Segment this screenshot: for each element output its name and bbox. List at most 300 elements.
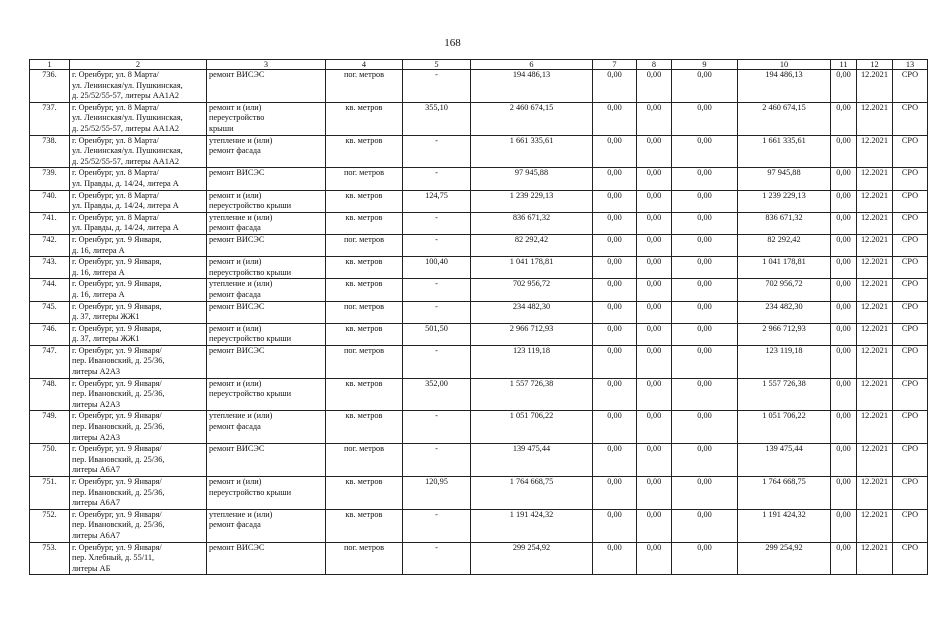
- work-type-cell: [207, 542, 326, 575]
- address-line: ул. Ленинская/ул. Пушкинская,: [72, 80, 183, 90]
- funding-source-cell: СРО: [893, 70, 928, 103]
- unit-cell: пог. метров: [326, 234, 403, 256]
- deadline-cell: 12.2021: [857, 212, 893, 234]
- address-line: г. Оренбург, ул. 9 Января,: [72, 234, 162, 244]
- work-type-line: ремонт ВИСЭС: [209, 444, 265, 454]
- work-type-line: ремонт фасада: [209, 422, 261, 432]
- address-line: г. Оренбург, ул. 8 Марта/: [72, 212, 159, 222]
- table-row: [30, 444, 928, 477]
- cost-col8-cell: 0,00: [637, 411, 672, 444]
- quantity-cell: -: [403, 279, 471, 301]
- page-number: 168: [444, 37, 461, 49]
- cost-col9-cell: 0,00: [672, 509, 738, 542]
- address-cell: [70, 477, 207, 510]
- cost-col10-cell: 82 292,42: [738, 234, 831, 256]
- column-number-cell: 10: [738, 60, 831, 70]
- quantity-cell: -: [403, 345, 471, 378]
- column-number-row: [30, 60, 928, 70]
- address-line: ул. Правды, д. 14/24, литера А: [72, 178, 179, 188]
- total-cost-cell: 1 557 726,38: [471, 378, 593, 411]
- funding-source-cell: СРО: [893, 102, 928, 135]
- address-cell: [70, 411, 207, 444]
- address-line: г. Оренбург, ул. 9 Января,: [72, 279, 162, 289]
- cost-col11-cell: 0,00: [831, 102, 857, 135]
- address-line: г. Оренбург, ул. 9 Января/: [72, 542, 162, 552]
- work-type-line: утепление и (или): [209, 509, 273, 519]
- table-row: [30, 301, 928, 323]
- cost-col11-cell: 0,00: [831, 411, 857, 444]
- deadline-cell: 12.2021: [857, 542, 893, 575]
- cost-col7-cell: 0,00: [593, 190, 637, 212]
- quantity-cell: -: [403, 234, 471, 256]
- work-type-line: переустройство: [209, 113, 265, 123]
- cost-col7-cell: 0,00: [593, 444, 637, 477]
- quantity-cell: 501,50: [403, 323, 471, 345]
- cost-col10-cell: 836 671,32: [738, 212, 831, 234]
- address-cell: [70, 378, 207, 411]
- unit-cell: пог. метров: [326, 168, 403, 190]
- total-cost-cell: 1 239 229,13: [471, 190, 593, 212]
- address-line: пер. Ивановский, д. 25/36,: [72, 520, 165, 530]
- address-line: д. 25/52/55-57, литеры АА1А2: [72, 156, 180, 166]
- table-row: [30, 323, 928, 345]
- total-cost-cell: 123 119,18: [471, 345, 593, 378]
- cost-col8-cell: 0,00: [637, 345, 672, 378]
- cost-col7-cell: 0,00: [593, 301, 637, 323]
- cost-col11-cell: 0,00: [831, 477, 857, 510]
- total-cost-cell: 702 956,72: [471, 279, 593, 301]
- cost-col8-cell: 0,00: [637, 301, 672, 323]
- work-type-line: ремонт фасада: [209, 223, 261, 233]
- funding-source-cell: СРО: [893, 378, 928, 411]
- quantity-cell: -: [403, 444, 471, 477]
- work-type-line: ремонт фасада: [209, 146, 261, 156]
- cost-col7-cell: 0,00: [593, 234, 637, 256]
- table-row: [30, 477, 928, 510]
- address-line: д. 37, литеры ЖЖ1: [72, 312, 140, 322]
- work-type-line: переустройство крыши: [209, 267, 292, 277]
- quantity-cell: -: [403, 301, 471, 323]
- work-type-cell: [207, 444, 326, 477]
- unit-cell: пог. метров: [326, 301, 403, 323]
- cost-col11-cell: 0,00: [831, 301, 857, 323]
- work-type-line: ремонт ВИСЭС: [209, 70, 265, 79]
- address-line: литеры А2А3: [72, 432, 120, 442]
- table-row: [30, 411, 928, 444]
- address-line: литеры А2А3: [72, 399, 120, 409]
- unit-cell: кв. метров: [326, 378, 403, 411]
- row-number-cell: 739.: [30, 168, 70, 190]
- cost-col8-cell: 0,00: [637, 168, 672, 190]
- cost-col7-cell: 0,00: [593, 378, 637, 411]
- address-line: г. Оренбург, ул. 8 Марта/: [72, 135, 159, 145]
- cost-col7-cell: 0,00: [593, 168, 637, 190]
- quantity-cell: 100,40: [403, 257, 471, 279]
- work-type-line: утепление и (или): [209, 212, 273, 222]
- address-cell: [70, 168, 207, 190]
- cost-col9-cell: 0,00: [672, 257, 738, 279]
- work-type-line: ремонт и (или): [209, 477, 262, 487]
- unit-cell: кв. метров: [326, 411, 403, 444]
- cost-col8-cell: 0,00: [637, 190, 672, 212]
- total-cost-cell: 2 966 712,93: [471, 323, 593, 345]
- cost-col9-cell: 0,00: [672, 190, 738, 212]
- work-type-cell: [207, 477, 326, 510]
- cost-col10-cell: 139 475,44: [738, 444, 831, 477]
- work-type-cell: [207, 212, 326, 234]
- address-cell: [70, 190, 207, 212]
- total-cost-cell: 2 460 674,15: [471, 102, 593, 135]
- address-line: д. 25/52/55-57, литеры АА1А2: [72, 91, 180, 101]
- work-type-cell: [207, 190, 326, 212]
- cost-col10-cell: 234 482,30: [738, 301, 831, 323]
- column-number-cell: 5: [403, 60, 471, 70]
- row-number-cell: 740.: [30, 190, 70, 212]
- unit-cell: кв. метров: [326, 212, 403, 234]
- cost-col9-cell: 0,00: [672, 301, 738, 323]
- work-type-cell: [207, 279, 326, 301]
- column-number-cell: 2: [70, 60, 207, 70]
- address-line: ул. Ленинская/ул. Пушкинская,: [72, 146, 183, 156]
- address-line: д. 16, литера А: [72, 245, 125, 255]
- cost-col9-cell: 0,00: [672, 212, 738, 234]
- work-type-cell: [207, 234, 326, 256]
- column-number-cell: 9: [672, 60, 738, 70]
- address-cell: [70, 279, 207, 301]
- table-row: [30, 168, 928, 190]
- work-type-line: ремонт ВИСЭС: [209, 345, 265, 355]
- cost-col10-cell: 1 239 229,13: [738, 190, 831, 212]
- cost-col9-cell: 0,00: [672, 444, 738, 477]
- cost-col8-cell: 0,00: [637, 234, 672, 256]
- quantity-cell: -: [403, 135, 471, 168]
- cost-col9-cell: 0,00: [672, 135, 738, 168]
- cost-col8-cell: 0,00: [637, 444, 672, 477]
- cost-col8-cell: 0,00: [637, 102, 672, 135]
- work-type-line: ремонт ВИСЭС: [209, 301, 265, 311]
- cost-col11-cell: 0,00: [831, 257, 857, 279]
- address-line: литеры А2А3: [72, 367, 120, 377]
- address-line: г. Оренбург, ул. 8 Марта/: [72, 102, 159, 112]
- total-cost-cell: 234 482,30: [471, 301, 593, 323]
- unit-cell: кв. метров: [326, 257, 403, 279]
- cost-col10-cell: 1 764 668,75: [738, 477, 831, 510]
- cost-col11-cell: 0,00: [831, 190, 857, 212]
- table-row: [30, 234, 928, 256]
- funding-source-cell: СРО: [893, 509, 928, 542]
- work-type-cell: [207, 135, 326, 168]
- address-line: ул. Ленинская/ул. Пушкинская,: [72, 113, 183, 123]
- total-cost-cell: 299 254,92: [471, 542, 593, 575]
- deadline-cell: 12.2021: [857, 323, 893, 345]
- quantity-cell: -: [403, 212, 471, 234]
- column-number-cell: 1: [30, 60, 70, 70]
- deadline-cell: 12.2021: [857, 411, 893, 444]
- address-line: д. 16, литера А: [72, 267, 125, 277]
- unit-cell: кв. метров: [326, 509, 403, 542]
- cost-col10-cell: 97 945,88: [738, 168, 831, 190]
- cost-col11-cell: 0,00: [831, 212, 857, 234]
- unit-cell: кв. метров: [326, 135, 403, 168]
- work-type-line: утепление и (или): [209, 279, 273, 289]
- work-type-line: ремонт и (или): [209, 257, 262, 267]
- address-line: г. Оренбург, ул. 9 Января,: [72, 323, 162, 333]
- total-cost-cell: 836 671,32: [471, 212, 593, 234]
- cost-col11-cell: 0,00: [831, 378, 857, 411]
- total-cost-cell: 82 292,42: [471, 234, 593, 256]
- address-line: пер. Хлебный, д. 55/11,: [72, 553, 155, 563]
- unit-cell: пог. метров: [326, 345, 403, 378]
- unit-cell: кв. метров: [326, 102, 403, 135]
- funding-source-cell: СРО: [893, 168, 928, 190]
- cost-col10-cell: 1 557 726,38: [738, 378, 831, 411]
- funding-source-cell: СРО: [893, 411, 928, 444]
- total-cost-cell: 1 051 706,22: [471, 411, 593, 444]
- cost-col8-cell: 0,00: [637, 509, 672, 542]
- quantity-cell: 120,95: [403, 477, 471, 510]
- row-number-cell: 749.: [30, 411, 70, 444]
- capital-repair-table: [29, 59, 928, 575]
- table-row: [30, 542, 928, 575]
- deadline-cell: 12.2021: [857, 477, 893, 510]
- cost-col9-cell: 0,00: [672, 234, 738, 256]
- quantity-cell: 355,10: [403, 102, 471, 135]
- cost-col7-cell: 0,00: [593, 279, 637, 301]
- address-cell: [70, 212, 207, 234]
- cost-col8-cell: 0,00: [637, 212, 672, 234]
- address-cell: [70, 444, 207, 477]
- cost-col7-cell: 0,00: [593, 212, 637, 234]
- unit-cell: кв. метров: [326, 279, 403, 301]
- quantity-cell: -: [403, 168, 471, 190]
- quantity-cell: -: [403, 70, 471, 103]
- work-type-cell: [207, 168, 326, 190]
- row-number-cell: 750.: [30, 444, 70, 477]
- work-type-line: утепление и (или): [209, 135, 273, 145]
- work-type-line: утепление и (или): [209, 411, 273, 421]
- cost-col10-cell: 1 661 335,61: [738, 135, 831, 168]
- funding-source-cell: СРО: [893, 135, 928, 168]
- cost-col10-cell: 194 486,13: [738, 70, 831, 103]
- column-number-cell: 13: [893, 60, 928, 70]
- work-type-line: переустройство крыши: [209, 334, 292, 344]
- cost-col10-cell: 702 956,72: [738, 279, 831, 301]
- work-type-line: ремонт и (или): [209, 378, 262, 388]
- address-line: пер. Ивановский, д. 25/36,: [72, 487, 165, 497]
- cost-col8-cell: 0,00: [637, 378, 672, 411]
- row-number-cell: 751.: [30, 477, 70, 510]
- unit-cell: пог. метров: [326, 444, 403, 477]
- cost-col8-cell: 0,00: [637, 279, 672, 301]
- row-number-cell: 752.: [30, 509, 70, 542]
- table-row: [30, 378, 928, 411]
- cost-col11-cell: 0,00: [831, 323, 857, 345]
- cost-col9-cell: 0,00: [672, 378, 738, 411]
- work-type-line: крыши: [209, 123, 234, 133]
- funding-source-cell: СРО: [893, 234, 928, 256]
- funding-source-cell: СРО: [893, 444, 928, 477]
- cost-col7-cell: 0,00: [593, 102, 637, 135]
- row-number-cell: 742.: [30, 234, 70, 256]
- table-row: [30, 509, 928, 542]
- deadline-cell: 12.2021: [857, 234, 893, 256]
- work-type-cell: [207, 70, 326, 103]
- table-row: [30, 190, 928, 212]
- cost-col11-cell: 0,00: [831, 135, 857, 168]
- cost-col10-cell: 2 460 674,15: [738, 102, 831, 135]
- cost-col7-cell: 0,00: [593, 542, 637, 575]
- cost-col11-cell: 0,00: [831, 444, 857, 477]
- address-line: д. 37, литеры ЖЖ1: [72, 334, 140, 344]
- work-type-line: ремонт фасада: [209, 289, 261, 299]
- deadline-cell: 12.2021: [857, 70, 893, 103]
- row-number-cell: 736.: [30, 70, 70, 103]
- cost-col8-cell: 0,00: [637, 70, 672, 103]
- work-type-line: ремонт ВИСЭС: [209, 168, 265, 178]
- address-line: литеры А6А7: [72, 531, 120, 541]
- column-number-cell: 8: [637, 60, 672, 70]
- unit-cell: кв. метров: [326, 323, 403, 345]
- row-number-cell: 747.: [30, 345, 70, 378]
- cost-col11-cell: 0,00: [831, 542, 857, 575]
- column-number-cell: 3: [207, 60, 326, 70]
- address-line: г. Оренбург, ул. 9 Января/: [72, 477, 162, 487]
- address-cell: [70, 135, 207, 168]
- cost-col10-cell: 1 041 178,81: [738, 257, 831, 279]
- row-number-cell: 745.: [30, 301, 70, 323]
- cost-col9-cell: 0,00: [672, 279, 738, 301]
- work-type-cell: [207, 323, 326, 345]
- row-number-cell: 746.: [30, 323, 70, 345]
- address-line: литеры А6А7: [72, 465, 120, 475]
- funding-source-cell: СРО: [893, 542, 928, 575]
- address-line: пер. Ивановский, д. 25/36,: [72, 356, 165, 366]
- cost-col10-cell: 2 966 712,93: [738, 323, 831, 345]
- funding-source-cell: СРО: [893, 477, 928, 510]
- address-line: г. Оренбург, ул. 8 Марта/: [72, 70, 159, 79]
- address-cell: [70, 102, 207, 135]
- work-type-line: ремонт фасада: [209, 520, 261, 530]
- funding-source-cell: СРО: [893, 279, 928, 301]
- cost-col8-cell: 0,00: [637, 257, 672, 279]
- cost-col7-cell: 0,00: [593, 257, 637, 279]
- total-cost-cell: 1 661 335,61: [471, 135, 593, 168]
- unit-cell: пог. метров: [326, 70, 403, 103]
- cost-col9-cell: 0,00: [672, 411, 738, 444]
- column-number-cell: 11: [831, 60, 857, 70]
- cost-col9-cell: 0,00: [672, 102, 738, 135]
- address-line: пер. Ивановский, д. 25/36,: [72, 389, 165, 399]
- address-line: пер. Ивановский, д. 25/36,: [72, 454, 165, 464]
- work-type-line: ремонт и (или): [209, 190, 262, 200]
- quantity-cell: -: [403, 509, 471, 542]
- cost-col8-cell: 0,00: [637, 477, 672, 510]
- address-line: ул. Правды, д. 14/24, литера А: [72, 223, 179, 233]
- work-type-line: переустройство крыши: [209, 487, 292, 497]
- work-type-cell: [207, 345, 326, 378]
- table-row: [30, 102, 928, 135]
- cost-col9-cell: 0,00: [672, 345, 738, 378]
- total-cost-cell: 139 475,44: [471, 444, 593, 477]
- row-number-cell: 741.: [30, 212, 70, 234]
- address-line: г. Оренбург, ул. 9 Января/: [72, 444, 162, 454]
- work-type-line: переустройство крыши: [209, 389, 292, 399]
- total-cost-cell: 1 041 178,81: [471, 257, 593, 279]
- column-number-cell: 6: [471, 60, 593, 70]
- work-type-line: ремонт и (или): [209, 102, 262, 112]
- work-type-line: ремонт и (или): [209, 323, 262, 333]
- table-row: [30, 135, 928, 168]
- cost-col7-cell: 0,00: [593, 509, 637, 542]
- cost-col8-cell: 0,00: [637, 323, 672, 345]
- address-line: д. 25/52/55-57, литеры АА1А2: [72, 123, 180, 133]
- unit-cell: кв. метров: [326, 190, 403, 212]
- deadline-cell: 12.2021: [857, 279, 893, 301]
- funding-source-cell: СРО: [893, 190, 928, 212]
- table-row: [30, 345, 928, 378]
- work-type-cell: [207, 301, 326, 323]
- address-line: г. Оренбург, ул. 9 Января/: [72, 378, 162, 388]
- cost-col8-cell: 0,00: [637, 542, 672, 575]
- deadline-cell: 12.2021: [857, 444, 893, 477]
- deadline-cell: 12.2021: [857, 345, 893, 378]
- deadline-cell: 12.2021: [857, 301, 893, 323]
- address-line: г. Оренбург, ул. 9 Января,: [72, 301, 162, 311]
- total-cost-cell: 194 486,13: [471, 70, 593, 103]
- address-line: пер. Ивановский, д. 25/36,: [72, 422, 165, 432]
- deadline-cell: 12.2021: [857, 257, 893, 279]
- unit-cell: пог. метров: [326, 542, 403, 575]
- cost-col7-cell: 0,00: [593, 323, 637, 345]
- cost-col9-cell: 0,00: [672, 477, 738, 510]
- address-line: литеры А6А7: [72, 498, 120, 508]
- address-line: г. Оренбург, ул. 8 Марта/: [72, 190, 159, 200]
- cost-col8-cell: 0,00: [637, 135, 672, 168]
- address-line: г. Оренбург, ул. 9 Января,: [72, 257, 162, 267]
- address-cell: [70, 257, 207, 279]
- total-cost-cell: 1 764 668,75: [471, 477, 593, 510]
- work-type-line: ремонт ВИСЭС: [209, 234, 265, 244]
- cost-col10-cell: 1 191 424,32: [738, 509, 831, 542]
- deadline-cell: 12.2021: [857, 378, 893, 411]
- cost-col11-cell: 0,00: [831, 345, 857, 378]
- cost-col9-cell: 0,00: [672, 70, 738, 103]
- address-cell: [70, 542, 207, 575]
- cost-col7-cell: 0,00: [593, 411, 637, 444]
- address-cell: [70, 345, 207, 378]
- cost-col11-cell: 0,00: [831, 279, 857, 301]
- address-line: д. 16, литера А: [72, 289, 125, 299]
- address-cell: [70, 301, 207, 323]
- work-type-cell: [207, 378, 326, 411]
- address-line: г. Оренбург, ул. 8 Марта/: [72, 168, 159, 178]
- work-type-cell: [207, 411, 326, 444]
- quantity-cell: 124,75: [403, 190, 471, 212]
- funding-source-cell: СРО: [893, 323, 928, 345]
- address-line: литеры АБ: [72, 563, 111, 573]
- table-row: [30, 70, 928, 103]
- funding-source-cell: СРО: [893, 345, 928, 378]
- deadline-cell: 12.2021: [857, 509, 893, 542]
- address-cell: [70, 234, 207, 256]
- address-line: г. Оренбург, ул. 9 Января/: [72, 411, 162, 421]
- cost-col9-cell: 0,00: [672, 168, 738, 190]
- deadline-cell: 12.2021: [857, 135, 893, 168]
- unit-cell: кв. метров: [326, 477, 403, 510]
- cost-col7-cell: 0,00: [593, 477, 637, 510]
- cost-col11-cell: 0,00: [831, 168, 857, 190]
- column-number-cell: 12: [857, 60, 893, 70]
